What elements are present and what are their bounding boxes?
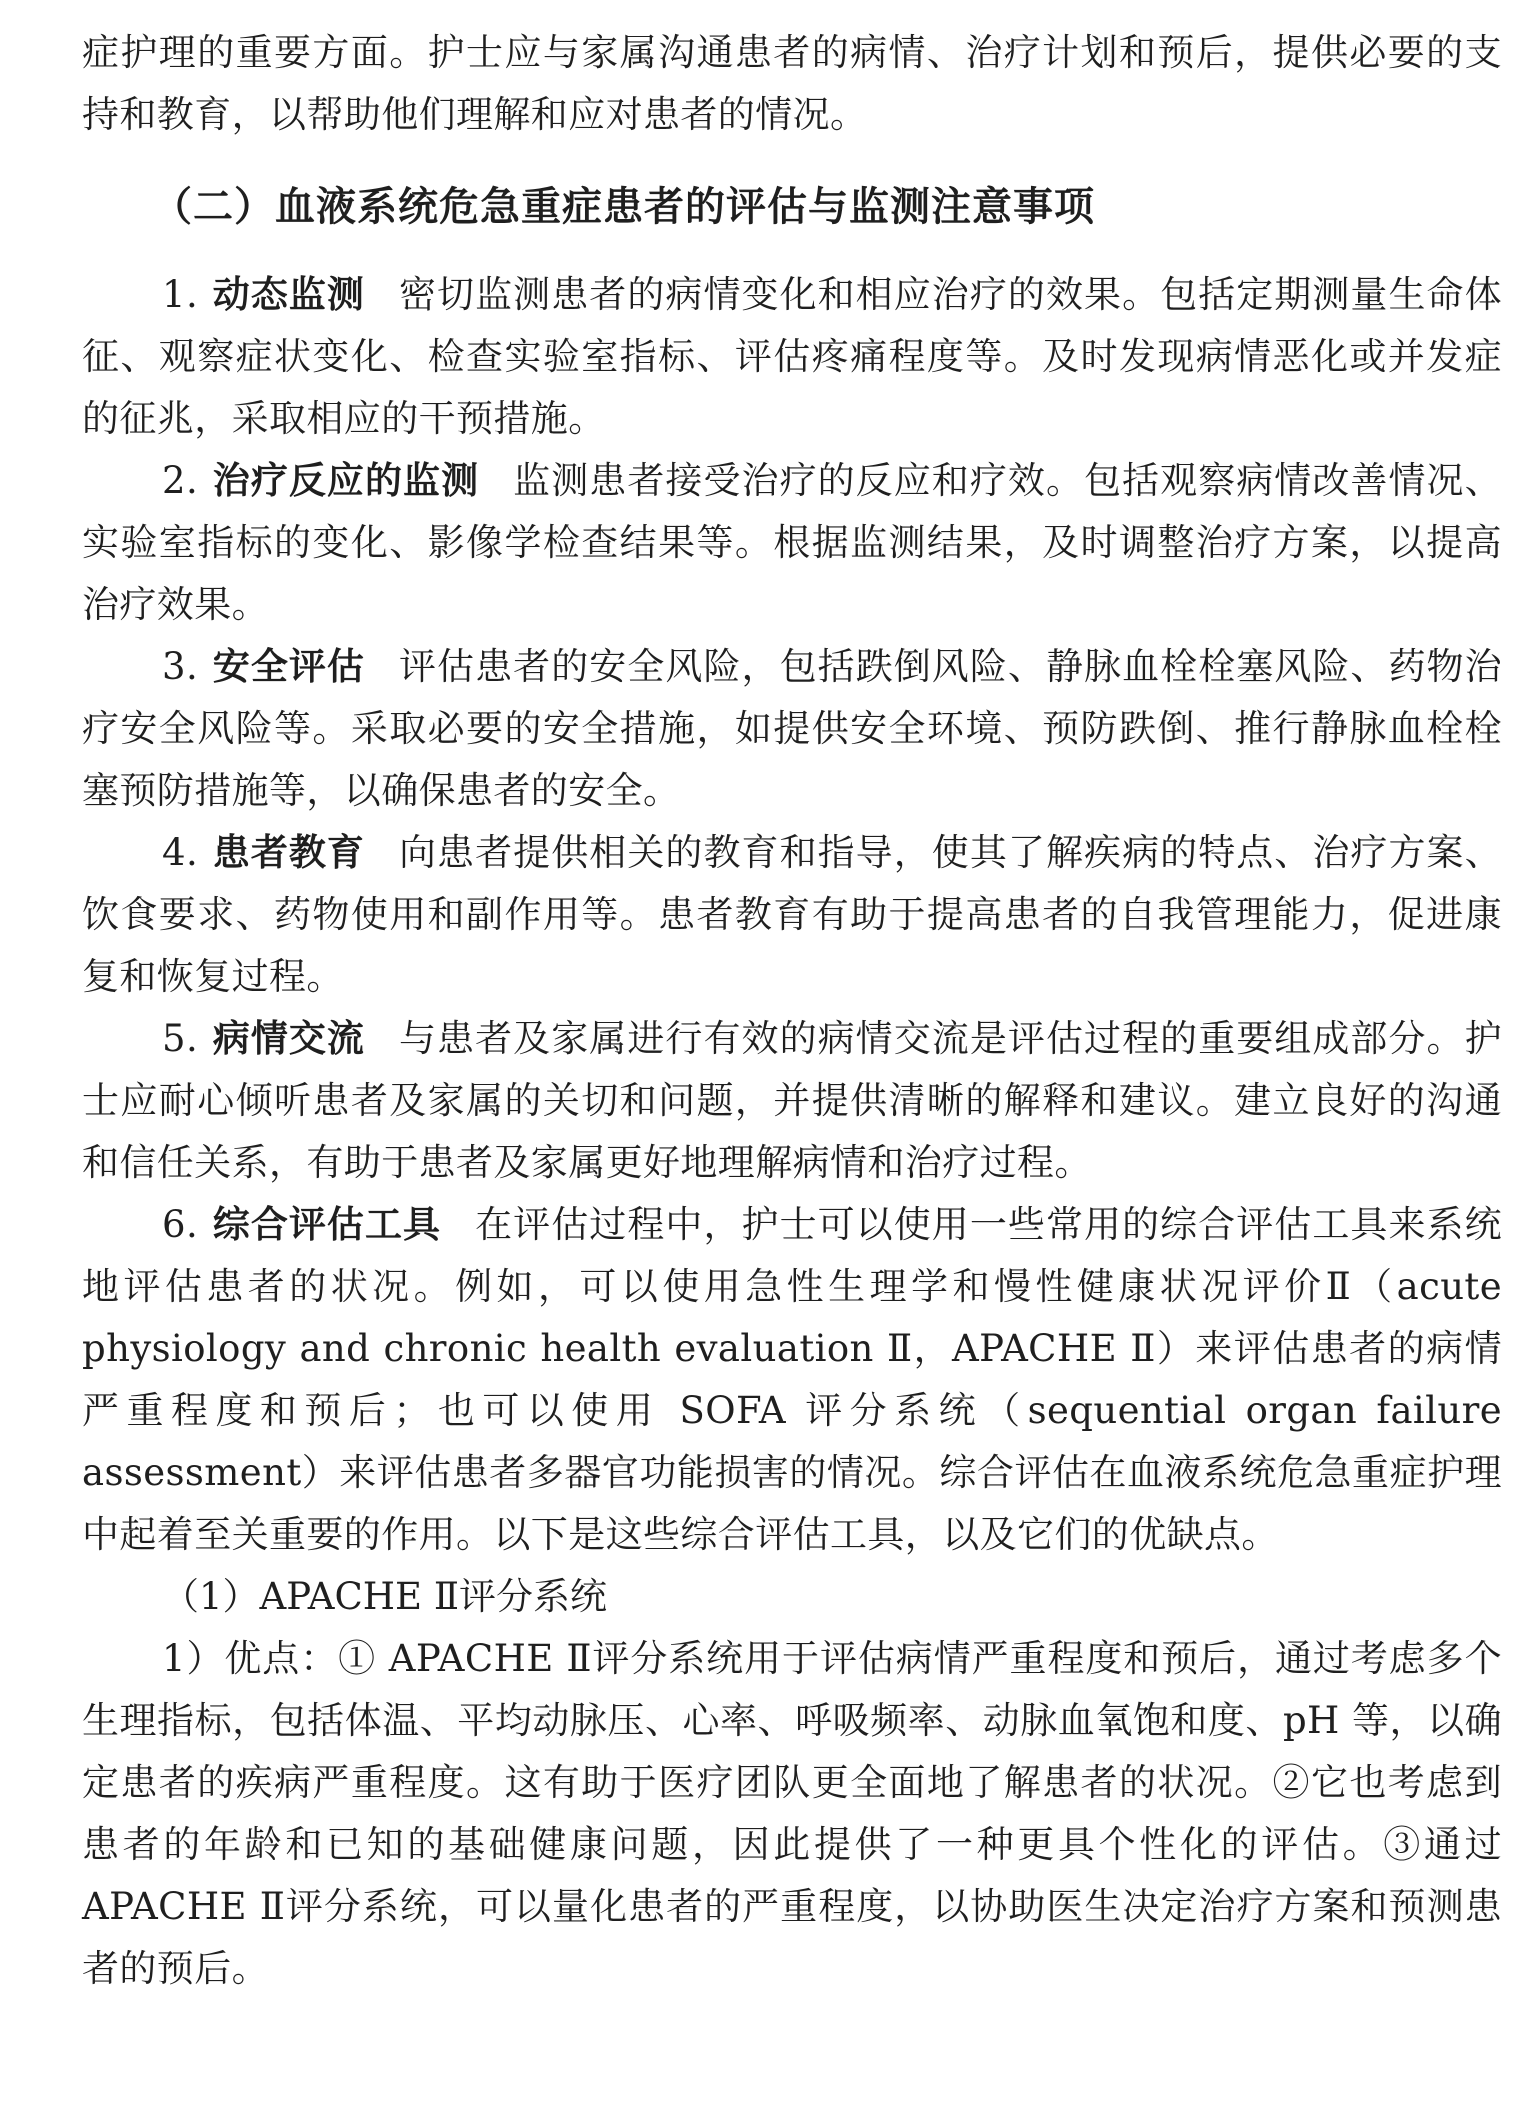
item-term: 安全评估 [212,645,365,688]
item-term: 综合评估工具 [212,1203,442,1246]
subsection-title: （1）APACHE Ⅱ评分系统 [162,1575,607,1618]
section-heading: （二）血液系统危急重症患者的评估与监测注意事项 [152,184,1095,230]
item-number: 2. [162,459,199,502]
item-term: 病情交流 [212,1017,365,1060]
item-text: 评估患者的安全风险，包括跌倒风险、静脉血栓栓塞风险、药物治疗安全风险等。采取必要的安全措施，如提供安全环境、预防跌倒、推行静脉血栓栓塞预防措施等，以确保患者的安全。 [82,645,1502,812]
item-text: 向患者提供相关的教育和指导，使其了解疾病的特点、治疗方案、饮食要求、药物使用和副作用等。患者教育有助于提高患者的自我管理能力，促进康复和恢复过程。 [82,831,1502,998]
item-text: 监测患者接受治疗的反应和疗效。包括观察病情改善情况、实验室指标的变化、影像学检查结果等。根据监测结果，及时调整治疗方案，以提高治疗效果。 [82,459,1502,626]
item-paragraph-6 [82,1194,1502,1566]
item-paragraph-3 [82,636,1502,822]
item-paragraph-1 [82,264,1502,450]
document-page [82,22,1502,2000]
item-number: 4. [162,831,199,874]
item-paragraph-4 [82,822,1502,1008]
item-term: 患者教育 [212,831,365,874]
advantages-paragraph: 1）优点：① APACHE Ⅱ评分系统用于评估病情严重程度和预后，通过考虑多个生理指标，包括体温、平均动脉压、心率、呼吸频率、动脉血氧饱和度、pH 等，以确定患者的疾病严重程度。这有助于医疗团队更全面地了解患者的状况。②它也考虑到患者的年龄和已知的基础健康问题，因此提供了一种更具个性化的评估。③通过 APACHE Ⅱ评分系统，可以量化患者的严重程度，以协助医生决定治疗方案和预测患者的预后。 [82,1637,1502,1990]
item-term: 治疗反应的监测 [212,459,480,502]
item-number: 6. [162,1203,199,1246]
item-text: 在评估过程中，护士可以使用一些常用的综合评估工具来系统地评估患者的状况。例如，可以使用急性生理学和慢性健康状况评价Ⅱ（acute physiology and chronic health evaluation Ⅱ，APACHE Ⅱ）来评估患者的病情严重程度和预后；也可以使用 SOFA 评分系统（sequential organ failure assessment）来评估患者多器官功能损害的情况。综合评估在血液系统危急重症护理中起着至关重要的作用。以下是这些综合评估工具，以及它们的优缺点。 [82,1203,1502,1556]
item-number: 5. [162,1017,199,1060]
item-number: 1. [162,273,199,316]
item-text: 密切监测患者的病情变化和相应治疗的效果。包括定期测量生命体征、观察症状变化、检查实验室指标、评估疼痛程度等。及时发现病情恶化或并发症的征兆，采取相应的干预措施。 [82,273,1502,440]
item-paragraph-5 [82,1008,1502,1194]
intro-paragraph: 症护理的重要方面。护士应与家属沟通患者的病情、治疗计划和预后，提供必要的支持和教育，以帮助他们理解和应对患者的情况。 [82,31,1502,136]
item-number: 3. [162,645,199,688]
item-paragraph-2 [82,450,1502,636]
item-term: 动态监测 [212,273,365,316]
item-text: 与患者及家属进行有效的病情交流是评估过程的重要组成部分。护士应耐心倾听患者及家属的关切和问题，并提供清晰的解释和建议。建立良好的沟通和信任关系，有助于患者及家属更好地理解病情和治疗过程。 [82,1017,1502,1184]
